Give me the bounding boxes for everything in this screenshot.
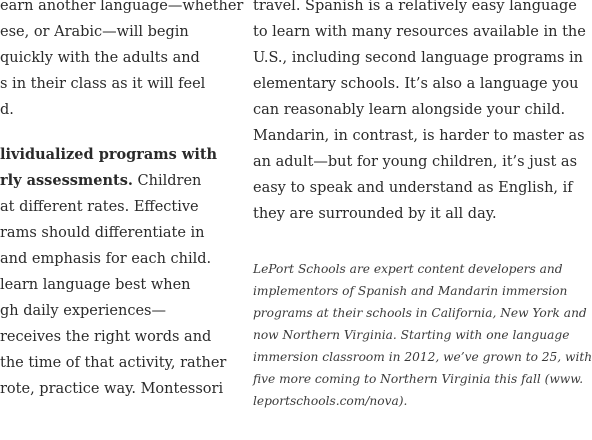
left-heading-line-mixed [0, 172, 201, 190]
left-body-line: gh daily experiences— [0, 303, 166, 319]
author-bio-line: five more coming to Northern Virginia this fall (www. [253, 372, 584, 386]
author-bio-line: leportschools.com/nova). [253, 394, 408, 408]
author-bio-line: now Northern Virginia. Starting with one language [253, 328, 570, 342]
left-body-line: the time of that activity, rather [0, 355, 227, 371]
left-body-line: s in their class as it will feel [0, 76, 206, 92]
right-body-line: easy to speak and understand as English, if [253, 180, 573, 196]
right-body-line: travel. Spanish is a relatively easy language [253, 0, 577, 14]
left-body-line: d. [0, 102, 14, 118]
left-body-line: at different rates. Effective [0, 199, 199, 215]
left-body-line: ese, or Arabic—will begin [0, 24, 189, 40]
left-body-fragment: Children [132, 173, 202, 189]
right-body-line: U.S., including second language programs in [253, 50, 584, 66]
author-bio-line: implementors of Spanish and Mandarin immersion [253, 284, 568, 298]
left-body-line: quickly with the adults and [0, 50, 200, 66]
right-body-line: Mandarin, in contrast, is harder to master as [253, 128, 585, 144]
left-body-line: and emphasis for each child. [0, 251, 212, 267]
left-body-line: rote, practice way. Montessori [0, 381, 224, 397]
left-body-line: earn another language—whether [0, 0, 244, 14]
right-body-line: to learn with many resources available in the [253, 24, 586, 40]
right-body-line: they are surrounded by it all day. [253, 206, 497, 222]
left-body-line: learn language best when [0, 277, 191, 293]
author-bio-line: programs at their schools in California, New York and [253, 306, 587, 320]
right-body-line: elementary schools. It’s also a language you [253, 76, 579, 92]
right-body-line: an adult—but for young children, it’s just as [253, 154, 578, 170]
author-bio-line: LePort Schools are expert content developers and [253, 262, 563, 276]
left-body-line: receives the right words and [0, 329, 212, 345]
left-bold-heading-line: rly assessments. [0, 172, 133, 189]
left-body-line: rams should differentiate in [0, 225, 205, 241]
author-bio-line: immersion classroom in 2012, we’ve grown to 25, with [253, 350, 592, 364]
left-bold-heading-line: lividualized programs with [0, 146, 218, 163]
right-body-line: can reasonably learn alongside your child. [253, 102, 566, 118]
